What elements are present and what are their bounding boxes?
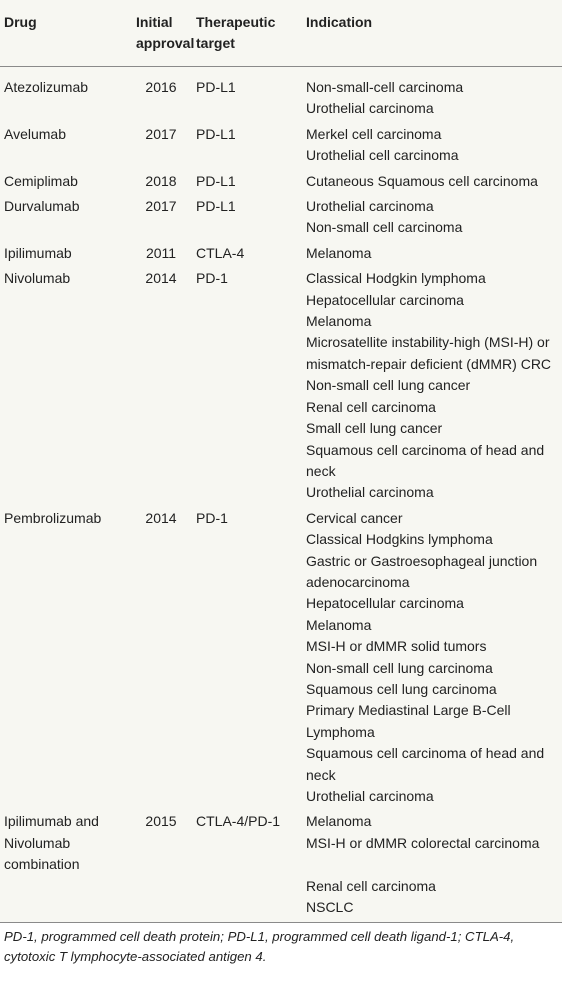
indication-item: Classical Hodgkins lymphoma [306, 531, 493, 548]
approval-year-cell: 2011 [145, 244, 177, 261]
approval-year-cell: 2018 [145, 172, 177, 189]
indication-item: Hepatocellular carcinoma [306, 291, 464, 308]
header-therapeutic-target: Therapeutic target [196, 14, 276, 51]
indication-item: Small cell lung cancer [306, 420, 443, 437]
indication-cell [302, 124, 562, 171]
drug-cell: Cemiplimab [4, 172, 78, 189]
indication-item: Melanoma [306, 313, 372, 330]
indication-item: Melanoma [306, 616, 372, 633]
indication-item: Squamous cell lung carcinoma [306, 680, 497, 697]
target-cell: PD-L1 [196, 125, 236, 142]
indication-item: Non-small cell lung cancer [306, 377, 471, 394]
indication-item: Non-small cell carcinoma [306, 219, 463, 236]
target-cell: PD-1 [196, 270, 228, 287]
indication-item: Melanoma [306, 813, 372, 830]
header-indication: Indication [306, 14, 373, 30]
indication-item: Urothelial carcinoma [306, 198, 434, 215]
drug-cell: Durvalumab [4, 198, 80, 215]
table-header-row [0, 0, 562, 67]
indication-cell [302, 67, 562, 124]
drug-cell: Ipilimumab [4, 244, 72, 261]
approval-year-cell: 2014 [145, 509, 177, 526]
indication-item: Non-small-cell carcinoma [306, 79, 464, 95]
indication-cell [302, 196, 562, 243]
table-row [0, 124, 562, 171]
drug-cell: Nivolumab [4, 270, 71, 287]
indication-item: Non-small cell lung carcinoma [306, 659, 493, 676]
indication-item: Microsatellite instability-high (MSI-H) or mismatch-repair deficient (dMMR) CRC [306, 334, 552, 372]
indication-item: Urothelial carcinoma [306, 100, 434, 117]
indication-cell [302, 171, 562, 196]
indication-item: NSCLC [306, 899, 354, 916]
table-row [0, 268, 562, 507]
drug-cell: Avelumab [4, 125, 67, 142]
target-cell: PD-1 [196, 509, 228, 526]
indication-item: Classical Hodgkin lymphoma [306, 270, 486, 287]
table-row [0, 508, 562, 812]
table-row [0, 171, 562, 196]
table-row [0, 811, 562, 923]
indication-item: Primary Mediastinal Large B-Cell Lymphoma [306, 702, 511, 740]
target-cell: CTLA-4 [196, 244, 245, 261]
target-cell: PD-L1 [196, 79, 236, 95]
indication-item: Urothelial carcinoma [306, 788, 434, 804]
table-body [0, 67, 562, 923]
indication-item: Urothelial cell carcinoma [306, 147, 459, 164]
table-row [0, 196, 562, 243]
target-cell: PD-L1 [196, 198, 236, 215]
target-cell: CTLA-4/PD-1 [196, 813, 281, 830]
indication-item: Squamous cell carcinoma of head and neck [306, 745, 545, 783]
indication-item: Renal cell carcinoma [306, 877, 436, 894]
indication-item: Gastric or Gastroesophageal junction adenocarcinoma [306, 552, 538, 590]
indication-item: Merkel cell carcinoma [306, 125, 442, 142]
header-drug: Drug [4, 14, 37, 30]
indication-item: Cervical cancer [306, 509, 403, 526]
indication-item: Hepatocellular carcinoma [306, 595, 464, 612]
indication-item: MSI-H or dMMR solid tumors [306, 638, 487, 655]
header-initial-approval: Initial approval [136, 14, 195, 51]
indication-cell [302, 268, 562, 507]
indication-cell [302, 811, 562, 923]
approval-year-cell: 2014 [145, 270, 177, 287]
drug-cell: Atezolizumab [4, 79, 89, 95]
indication-item: Squamous cell carcinoma of head and neck [306, 441, 545, 479]
drug-cell: Pembrolizumab [4, 509, 102, 526]
drug-cell: Ipilimumab and Nivolumab combination [4, 813, 99, 873]
indication-item: Melanoma [306, 244, 372, 261]
indication-item: Cutaneous Squamous cell carcinoma [306, 172, 538, 189]
indication-item [306, 854, 562, 875]
table-footnote: PD-1, programmed cell death protein; PD-L1, programmed cell death ligand-1; CTLA-4, cytotoxic T lymphocyte-associated antigen 4. [4, 929, 515, 965]
indication-item: Urothelial carcinoma [306, 484, 434, 501]
table-row [0, 67, 562, 124]
indication-item: Renal cell carcinoma [306, 398, 436, 415]
approval-year-cell: 2017 [145, 198, 177, 215]
indication-cell [302, 508, 562, 812]
approval-year-cell: 2015 [145, 813, 177, 830]
target-cell: PD-L1 [196, 172, 236, 189]
indication-cell [302, 243, 562, 268]
indication-item: MSI-H or dMMR colorectal carcinoma [306, 834, 540, 851]
approval-year-cell: 2017 [145, 125, 177, 142]
table-row [0, 243, 562, 268]
approval-year-cell: 2016 [145, 79, 177, 95]
